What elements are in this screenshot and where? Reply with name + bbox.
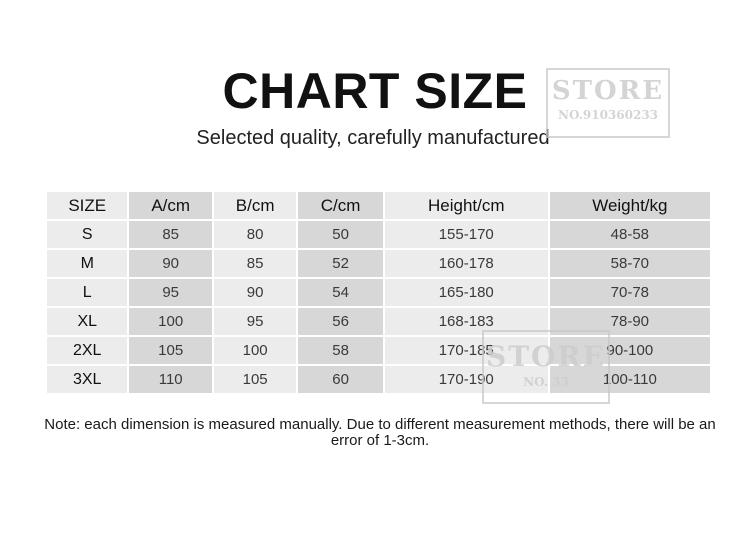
header-height-cm: Height/cm xyxy=(385,192,548,219)
a-cell: 95 xyxy=(129,279,211,306)
height-cell: 170-185 xyxy=(385,337,548,364)
size-cell: 3XL xyxy=(47,366,127,393)
store-watermark-middle xyxy=(482,330,610,404)
b-cell: 95 xyxy=(214,308,296,335)
b-cell: 105 xyxy=(214,366,296,393)
table-row xyxy=(47,366,710,393)
table-row xyxy=(47,250,710,277)
header-b-cm: B/cm xyxy=(214,192,296,219)
table-row xyxy=(47,221,710,248)
table-header-row xyxy=(47,192,710,219)
size-cell: XL xyxy=(47,308,127,335)
size-cell: S xyxy=(47,221,127,248)
size-cell: M xyxy=(47,250,127,277)
header-weight-kg: Weight/kg xyxy=(550,192,710,219)
table-row xyxy=(47,308,710,335)
c-cell: 50 xyxy=(298,221,382,248)
table-row xyxy=(47,337,710,364)
c-cell: 56 xyxy=(298,308,382,335)
b-cell: 85 xyxy=(214,250,296,277)
b-cell: 100 xyxy=(214,337,296,364)
b-cell: 90 xyxy=(214,279,296,306)
a-cell: 90 xyxy=(129,250,211,277)
header-c-cm: C/cm xyxy=(298,192,382,219)
weight-cell: 100-110 xyxy=(550,366,710,393)
weight-cell: 58-70 xyxy=(550,250,710,277)
header-a-cm: A/cm xyxy=(129,192,211,219)
size-chart-table xyxy=(45,190,712,395)
weight-cell: 48-58 xyxy=(550,221,710,248)
page-title: CHART SIZE xyxy=(222,63,528,119)
header-size: SIZE xyxy=(47,192,127,219)
table-row xyxy=(47,279,710,306)
watermark-store-number: NO.910360233 xyxy=(557,108,659,122)
c-cell: 58 xyxy=(298,337,382,364)
weight-cell: 78-90 xyxy=(550,308,710,335)
watermark-store-text: STORE xyxy=(485,340,607,373)
c-cell: 54 xyxy=(298,279,382,306)
a-cell: 100 xyxy=(129,308,211,335)
height-cell: 168-183 xyxy=(385,308,548,335)
a-cell: 110 xyxy=(129,366,211,393)
height-cell: 165-180 xyxy=(385,279,548,306)
a-cell: 85 xyxy=(129,221,211,248)
a-cell: 105 xyxy=(129,337,211,364)
watermark-store-number: NO. 33 xyxy=(523,375,569,389)
height-cell: 160-178 xyxy=(385,250,548,277)
b-cell: 80 xyxy=(214,221,296,248)
measurement-note: Note: each dimension is measured manually. Due to different measurement methods, there will be an error of 1-3cm. xyxy=(44,416,716,449)
weight-cell: 90-100 xyxy=(550,337,710,364)
height-cell: 170-190 xyxy=(385,366,548,393)
page-subtitle: Selected quality, carefully manufactured xyxy=(196,127,550,149)
c-cell: 60 xyxy=(298,366,382,393)
watermark-store-text: STORE xyxy=(551,76,665,106)
store-watermark-top xyxy=(546,68,670,138)
size-cell: L xyxy=(47,279,127,306)
size-cell: 2XL xyxy=(47,337,127,364)
c-cell: 52 xyxy=(298,250,382,277)
height-cell: 155-170 xyxy=(385,221,548,248)
weight-cell: 70-78 xyxy=(550,279,710,306)
